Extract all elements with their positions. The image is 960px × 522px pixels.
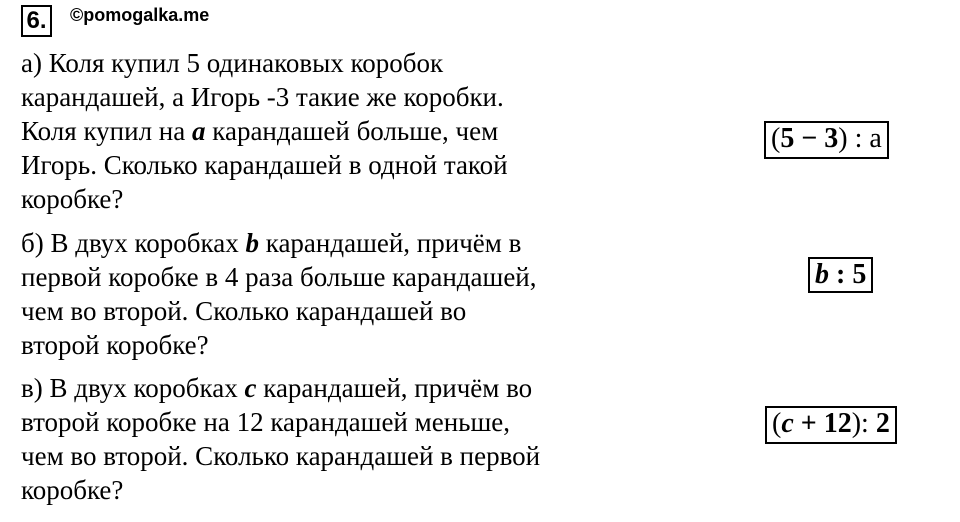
variable-symbol: c: [244, 373, 257, 403]
problem-b-text: [21, 226, 537, 362]
answer-formula-part: + 12: [793, 408, 852, 439]
text-segment: второй коробке?: [21, 330, 209, 360]
text-segment: б) В двух коробках: [21, 228, 246, 258]
problem-line: [21, 226, 537, 260]
problem-line: [21, 328, 537, 362]
answer-formula-part: b: [815, 259, 829, 290]
task-number-box: [21, 5, 52, 37]
answer-formula-part: : 5: [829, 259, 867, 290]
text-segment: карандашей больше, чем: [205, 116, 499, 146]
problem-line: [21, 473, 540, 507]
watermark: ©pomogalka.me: [70, 5, 210, 25]
problem-a-text: [21, 46, 508, 216]
text-segment: Коля купил на: [21, 116, 192, 146]
text-segment: чем во второй. Сколько карандашей во: [21, 296, 467, 326]
text-segment: карандашей, причём во: [256, 373, 533, 403]
text-segment: карандашей, причём в: [258, 228, 522, 258]
problem-line: [21, 182, 508, 216]
answer-formula-part: c: [781, 408, 794, 439]
text-segment: первой коробке в 4 раза больше карандашей,: [21, 262, 537, 292]
text-segment: Игорь. Сколько карандашей в одной такой: [21, 150, 508, 180]
answer-b-box: [808, 257, 873, 293]
text-segment: в) В двух коробках: [21, 373, 245, 403]
problem-line: [21, 294, 537, 328]
text-segment: карандашей, а Игорь -3 такие же коробки.: [21, 82, 504, 112]
answer-formula-part: 2: [875, 408, 890, 439]
answer-formula-part: 5 − 3: [780, 123, 839, 154]
problem-line: [21, 80, 508, 114]
problem-c-text: [21, 371, 540, 507]
problem-line: [21, 260, 537, 294]
answer-formula-part: (: [772, 408, 782, 439]
answer-c-box: [765, 406, 897, 444]
text-segment: второй коробке на 12 карандашей меньше,: [21, 407, 510, 437]
problem-line: [21, 148, 508, 182]
answer-a-box: [764, 121, 889, 159]
problem-line: [21, 46, 508, 80]
task-number: 6.: [26, 7, 47, 34]
problem-line: [21, 439, 540, 473]
variable-symbol: a: [192, 116, 206, 146]
answer-formula-part: (: [771, 123, 781, 154]
text-segment: коробке?: [21, 475, 124, 505]
text-segment: чем во второй. Сколько карандашей в первой: [21, 441, 541, 471]
problem-line: [21, 371, 540, 405]
text-segment: а) Коля купил 5 одинаковых коробок: [21, 48, 444, 78]
answer-formula-part: ):: [851, 408, 876, 439]
problem-line: [21, 405, 540, 439]
answer-formula-part: : а: [847, 123, 882, 154]
text-segment: коробке?: [21, 184, 124, 214]
problem-line: [21, 114, 508, 148]
variable-symbol: b: [245, 228, 259, 258]
answer-formula-part: ): [838, 123, 848, 154]
